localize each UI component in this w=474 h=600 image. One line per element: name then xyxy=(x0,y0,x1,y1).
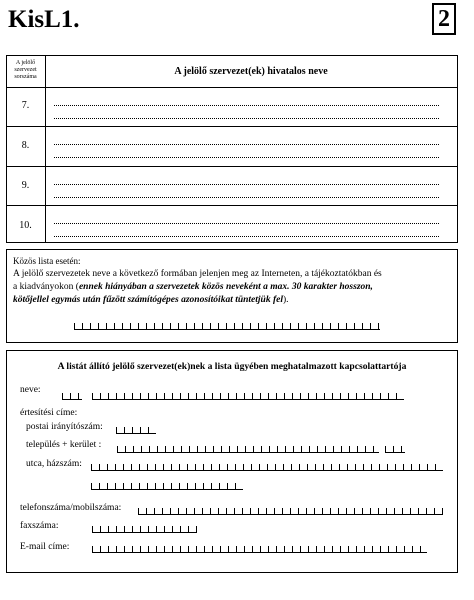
col1-header xyxy=(6,60,45,81)
joint-list-line3-suffix: ). xyxy=(282,295,289,305)
name-comb-field[interactable] xyxy=(92,393,404,400)
phone-label: telefonszáma/mobilszáma: xyxy=(20,503,122,513)
table-row-divider xyxy=(6,166,458,167)
postal-label: postai irányítószám: xyxy=(26,422,103,432)
name-field-line[interactable] xyxy=(54,236,439,237)
name-field-line[interactable] xyxy=(54,118,439,119)
street-comb-field-1[interactable] xyxy=(91,464,443,471)
col2-header: A jelölő szervezet(ek) hivatalos neve xyxy=(174,66,328,77)
table-col-divider xyxy=(45,55,46,243)
settlement-comb-field[interactable] xyxy=(117,446,379,453)
name-field-line[interactable] xyxy=(54,157,439,158)
joint-list-line2-italic: ennek hiányában a szervezetek közös neveként a max. 30 karakter hosszon, xyxy=(78,282,373,292)
joint-list-line3-italic: kötőjellel egymás után fűzött számítógépes azonosítóikat tüntetjük fel xyxy=(13,295,283,305)
settlement-label: település + kerület : xyxy=(26,440,102,450)
row-number: 8. xyxy=(21,140,30,151)
district-comb-field[interactable] xyxy=(385,446,405,453)
name-comb-short[interactable] xyxy=(62,393,82,400)
fax-label: faxszáma: xyxy=(20,521,59,531)
col1-header-line: szervezet xyxy=(14,67,37,73)
name-label: neve: xyxy=(20,385,41,395)
contact-title: A listát állító jelölő szervezet(ek)nek a lista ügyében meghatalmazott kapcsolattartója xyxy=(57,361,407,372)
name-field-line[interactable] xyxy=(54,223,439,224)
col1-header-line: A jelölő xyxy=(15,60,36,66)
joint-list-line1: A jelölő szervezetek neve a következő formában jelenjen meg az Interneten, a tájékoztatókban és xyxy=(13,269,382,279)
email-label: E-mail címe: xyxy=(20,542,70,552)
row-number: 10. xyxy=(19,220,32,231)
form-code: KisL1. xyxy=(8,6,80,33)
email-comb-field[interactable] xyxy=(92,546,427,553)
table-row-divider xyxy=(6,126,458,127)
table-header-divider xyxy=(6,87,458,88)
street-comb-field-2[interactable] xyxy=(91,483,243,490)
name-field-line[interactable] xyxy=(54,184,439,185)
page-number-box: 2 xyxy=(432,3,456,35)
col1-header-line: sorszáma xyxy=(14,74,37,80)
joint-list-text xyxy=(13,268,453,307)
joint-list-title: Közös lista esetén: xyxy=(13,256,81,266)
street-label: utca, házszám: xyxy=(26,459,82,469)
name-field-line[interactable] xyxy=(54,144,439,145)
fax-comb-field[interactable] xyxy=(92,526,197,533)
table-row-divider xyxy=(6,205,458,206)
postal-comb-field[interactable] xyxy=(116,427,156,434)
row-number: 9. xyxy=(21,180,30,191)
name-field-line[interactable] xyxy=(54,197,439,198)
joint-list-line2-prefix: a kiadványokon ( xyxy=(13,282,79,292)
name-field-line[interactable] xyxy=(54,105,439,106)
joint-name-comb-field[interactable] xyxy=(74,323,380,330)
phone-comb-field[interactable] xyxy=(138,508,443,515)
address-label: értesítési címe: xyxy=(20,408,78,418)
organizations-table xyxy=(6,55,458,243)
row-number: 7. xyxy=(21,100,30,111)
